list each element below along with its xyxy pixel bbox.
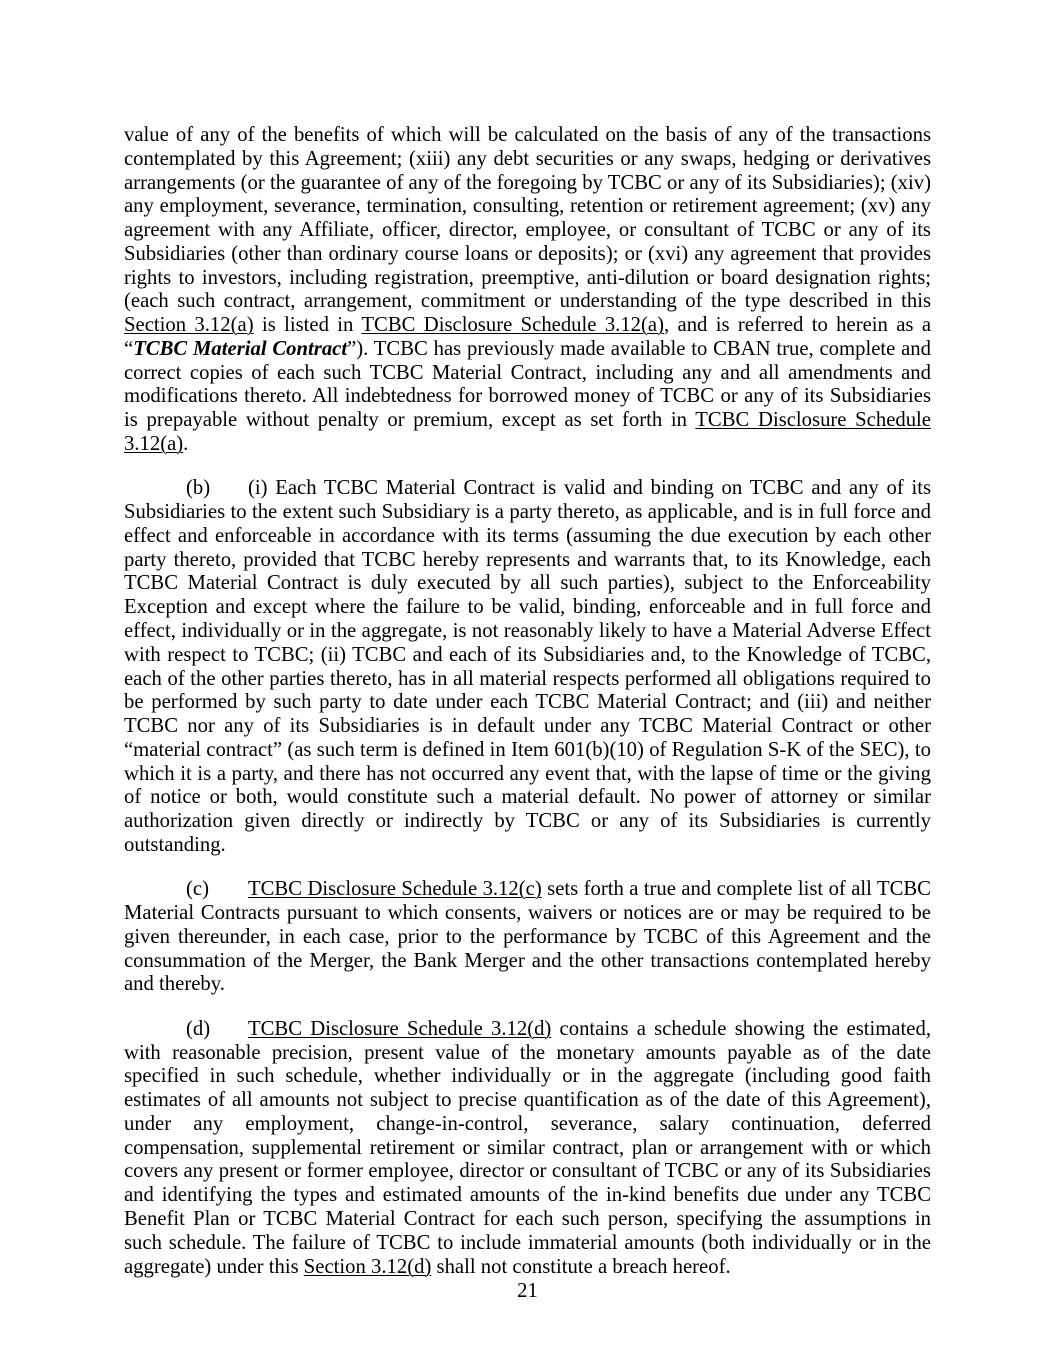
text-run: shall not constitute a breach hereof. bbox=[431, 1255, 731, 1278]
paragraph-c bbox=[124, 878, 931, 997]
text-run: , and is referred to herein as a “ bbox=[124, 314, 932, 360]
paragraph-label: (c) bbox=[186, 878, 209, 901]
section-reference: Section 3.12(a) bbox=[124, 314, 254, 337]
paragraph-continuation bbox=[124, 124, 931, 457]
paragraph-label: (b) bbox=[186, 477, 211, 500]
paragraph-label: (d) bbox=[186, 1017, 211, 1040]
disclosure-schedule-reference: TCBC Disclosure Schedule 3.12(a) bbox=[124, 409, 931, 455]
text-run: sets forth a true and complete list of all TCBC Material Contracts pursuant to which consents, waivers or notices are or may be required to be given thereunder, in each case, prior to the performance by TCBC of this Agreement and the consummation of the Merger, the Bank Merger and the other transactions contemplated hereby and thereby. bbox=[124, 878, 931, 996]
text-run: ”). TCBC has previously made available to CBAN true, complete and correct copies of each such TCBC Material Contract, including any and all amendments and modifications thereto. All indebtedness for borrowed money of TCBC or any of its Subsidiaries is prepayable without penalty or premium, except as set forth in bbox=[124, 337, 931, 432]
text-body bbox=[124, 124, 931, 1300]
text-run: value of any of the benefits of which will be calculated on the basis of any of the transactions contemplated by this Agreement; (xiii) any debt securities or any swaps, hedging or derivatives arrangements (or the guarantee of any of the foregoing by TCBC or any of its Subsidiaries); (xiv) any employment, severance, termination, consulting, retention or retirement agreement; (xv) any agreement with any Affiliate, officer, director, employee, or consultant of TCBC or any of its Subsidiaries (other than ordinary course loans or deposits); or (xvi) any agreement that provides rights to investors, including registration, preemptive, anti-dilution or board designation rights; (each such contract, arrangement, commitment or understanding of the type described in this bbox=[124, 124, 931, 313]
text-run: (i) Each TCBC Material Contract is valid and binding on TCBC and any of its Subsidiaries to the extent such Subsidiary is a party thereto, as applicable, and is in full force and effect and enforceable in accordance with its terms (assuming the due execution by each other party thereto, provided that TCBC hereby represents and warrants that, to its Knowledge, each TCBC Material Contract is duly executed by all such parties), subject to the Enforceability Exception and except where the failure to be valid, binding, enforceable and in full force and effect, individually or in the aggregate, is not reasonably likely to have a Material Adverse Effect with respect to TCBC; (ii) TCBC and each of its Subsidiaries and, to the Knowledge of TCBC, each of the other parties thereto, has in all material respects performed all obligations required to be performed by such party to date under each TCBC Material Contract; and (iii) and neither TCBC nor any of its Subsidiaries is in default under any TCBC Material Contract or other “material contract” (as such term is defined in Item 601(b)(10) of Regulation S-K of the SEC), to which it is a party, and there has not occurred any event that, with the lapse of time or the giving of notice or both, would constitute such a material default. No power of attorney or similar authorization given directly or indirectly by TCBC or any of its Subsidiaries is currently outstanding. bbox=[124, 477, 931, 856]
paragraph-d bbox=[124, 1018, 931, 1279]
paragraph-b bbox=[124, 477, 931, 857]
disclosure-schedule-reference: TCBC Disclosure Schedule 3.12(d) bbox=[248, 1017, 552, 1040]
text-run: contains a schedule showing the estimated, with reasonable precision, present value of the monetary amounts payable as of the date specified in such schedule, whether individually or in the aggregate (including good faith estimates of all amounts not subject to precise quantification as of the date of this Agreement), under any employment, change-in-control, severance, salary continuation, deferred compensation, supplemental retirement or similar contract, plan or arrangement with or which covers any present or former employee, director or consultant of TCBC or any of its Subsidiaries and identifying the types and estimated amounts of the in-kind benefits due under any TCBC Benefit Plan or TCBC Material Contract for each such person, specifying the assumptions in such schedule. The failure of TCBC to include immaterial amounts (both individually or in the aggregate) under this bbox=[124, 1017, 931, 1278]
disclosure-schedule-reference: TCBC Disclosure Schedule 3.12(a) bbox=[361, 314, 664, 337]
text-run: . bbox=[183, 432, 189, 455]
page-number: 21 bbox=[517, 1280, 538, 1302]
text-run: is listed in bbox=[253, 314, 362, 337]
section-reference: Section 3.12(d) bbox=[303, 1255, 432, 1278]
disclosure-schedule-reference: TCBC Disclosure Schedule 3.12(c) bbox=[248, 878, 542, 901]
defined-term: TCBC Material Contract bbox=[133, 337, 348, 360]
